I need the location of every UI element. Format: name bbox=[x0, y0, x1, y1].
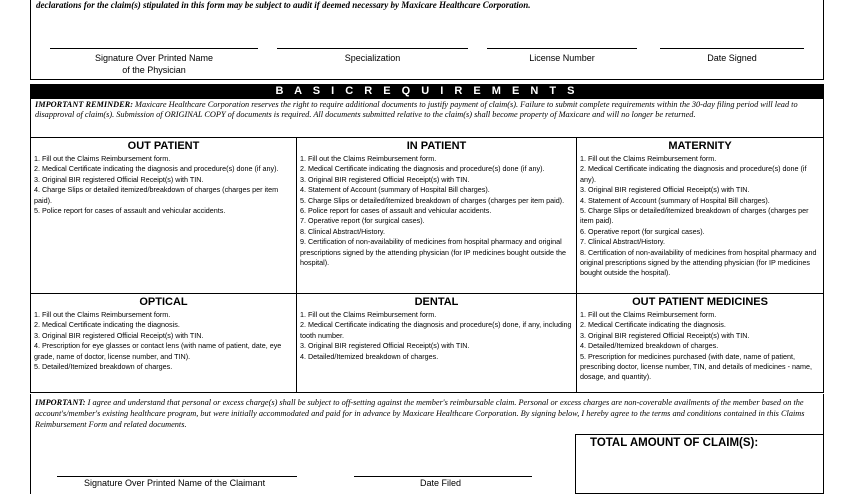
list-item: 2. Medical Certificate indicating the diagnosis. bbox=[580, 320, 726, 330]
license-number-line[interactable] bbox=[487, 48, 637, 49]
maternity-list bbox=[580, 153, 820, 279]
agreement-lead: IMPORTANT: bbox=[35, 398, 86, 407]
list-item: 3. Original BIR registered Official Receipt(s) with TIN. bbox=[34, 330, 204, 340]
optical-title: OPTICAL bbox=[139, 296, 188, 308]
in-patient-title: IN PATIENT bbox=[406, 140, 467, 152]
list-item: 1. Fill out the Claims Reimbursement form. bbox=[580, 310, 717, 319]
physician-signature-label: Signature Over Printed Name of the Physician bbox=[94, 53, 214, 75]
list-item: 4. Detailed/Itemized breakdown of charges. bbox=[580, 341, 719, 351]
list-item: 1. Fill out the Claims Reimbursement form. bbox=[300, 310, 437, 319]
list-item: 3. Original BIR registered Official Receipt(s) with TIN. bbox=[34, 174, 204, 184]
out-patient-medicines-list bbox=[580, 309, 820, 383]
agreement-text: I agree and understand that personal or excess charge(s) shall be subject to off-setting against the member's reimbursable claim. Personal or excess charges are non-coverable availments of the member based on the account's/member's existing healthcare program, but were initially accommodated and paid for in advance by Maxicare Healthcare Corporation. By signing below, I hereby agree to the terms and conditions contained in this Claims Reimbursement Form and related documents. bbox=[35, 398, 805, 429]
list-item: 2. Medical Certificate indicating the diagnosis. bbox=[34, 320, 180, 330]
out-patient-title: OUT PATIENT bbox=[127, 140, 200, 152]
date-filed-label: Date Filed bbox=[420, 478, 462, 488]
list-item: 1. Fill out the Claims Reimbursement form. bbox=[34, 310, 171, 319]
list-item: 4. Detailed/Itemized breakdown of charges. bbox=[300, 351, 439, 361]
list-item: 3. Original BIR registered Official Receipt(s) with TIN. bbox=[580, 330, 750, 340]
list-item: 8. Clinical Abstract/History. bbox=[300, 226, 385, 236]
list-item: 5. Charge Slips or detailed/itemized breakdown of charges (charges per item paid). bbox=[580, 206, 809, 226]
list-item: 5. Prescription for medicines purchased (with date, name of patient, prescribing doctor, license number, TIN, and details of medicines - name, dosage, and quantity). bbox=[580, 351, 812, 382]
list-item: 1. Fill out the Claims Reimbursement form. bbox=[34, 154, 171, 163]
list-item: 2. Medical Certificate indicating the diagnosis and procedure(s) done, if any, including tooth number. bbox=[300, 320, 572, 340]
basic-requirements-header: B A S I C R E Q U I R E M E N T S bbox=[30, 84, 824, 99]
list-item: 8. Certification of non-availability of medicines from hospital pharmacy and original prescriptions signed by the attending physician (for IP medicines bought outside the hospital). bbox=[580, 247, 817, 278]
list-item: 5. Charge Slips or detailed/itemized breakdown of charges (charges per item paid). bbox=[300, 195, 565, 205]
declaration-text: declarations for the claim(s) stipulated in this form may be subject to audit if deemed necessary by Maxicare Healthcare Corporation. bbox=[36, 0, 531, 10]
list-item: 2. Medical Certificate indicating the diagnosis and procedure(s) done (if any). bbox=[300, 164, 545, 174]
optical-list bbox=[34, 309, 293, 372]
list-item: 3. Original BIR registered Official Receipt(s) with TIN. bbox=[300, 341, 470, 351]
in-patient-section bbox=[297, 138, 577, 294]
out-patient-list bbox=[34, 153, 293, 216]
important-reminder bbox=[30, 99, 824, 137]
date-signed-line[interactable] bbox=[660, 48, 804, 49]
list-item: 5. Police report for cases of assault and vehicular accidents. bbox=[34, 206, 226, 216]
list-item: 1. Fill out the Claims Reimbursement form. bbox=[300, 154, 437, 163]
list-item: 3. Original BIR registered Official Receipt(s) with TIN. bbox=[300, 174, 470, 184]
optical-section bbox=[31, 294, 297, 392]
list-item: 1. Fill out the Claims Reimbursement form. bbox=[580, 154, 717, 163]
list-item: 3. Original BIR registered Official Receipt(s) with TIN. bbox=[580, 185, 750, 195]
list-item: 7. Clinical Abstract/History. bbox=[580, 237, 665, 247]
out-patient-section bbox=[31, 138, 297, 294]
date-signed-label: Date Signed bbox=[707, 53, 757, 63]
maternity-title: MATERNITY bbox=[668, 140, 732, 152]
requirements-grid bbox=[30, 137, 824, 393]
total-amount-label: TOTAL AMOUNT OF CLAIM(S): bbox=[590, 437, 759, 449]
list-item: 6. Police report for cases of assault and vehicular accidents. bbox=[300, 206, 492, 216]
important-agreement bbox=[30, 394, 824, 434]
dental-list bbox=[300, 309, 573, 362]
list-item: 6. Operative report (for surgical cases). bbox=[580, 226, 705, 236]
list-item: 5. Detailed/Itemized breakdown of charges. bbox=[34, 362, 173, 372]
specialization-label: Specialization bbox=[344, 53, 401, 63]
list-item: 2. Medical Certificate indicating the diagnosis and procedure(s) done (if any). bbox=[580, 164, 807, 184]
list-item: 2. Medical Certificate indicating the diagnosis and procedure(s) done (if any). bbox=[34, 164, 279, 174]
reminder-text: Maxicare Healthcare Corporation reserves the right to require additional documents to justify payment of claim(s). Failure to submit complete requirements within the 30-day filing period will lead to disapproval of claim(s). Submission of ORIGINAL COPY of documents is required. All documents submitted relative to the claim(s) shall become property of Maxicare and will no longer be returned. bbox=[35, 100, 798, 119]
out-patient-medicines-title: OUT PATIENT MEDICINES bbox=[632, 296, 768, 308]
list-item: 4. Statement of Account (summary of Hospital Bill charges). bbox=[580, 195, 770, 205]
in-patient-list bbox=[300, 153, 573, 268]
out-patient-medicines-section bbox=[577, 294, 823, 392]
dental-section bbox=[297, 294, 577, 392]
specialization-line[interactable] bbox=[277, 48, 468, 49]
list-item: 4. Charge Slips or detailed itemized/breakdown of charges (charges per item paid). bbox=[34, 185, 279, 205]
list-item: 9. Certification of non-availability of medicines from hospital pharmacy and original prescriptions signed by the attending physician (for IP medicines bought outside the hospital). bbox=[300, 237, 566, 268]
list-item: 4. Prescription for eye glasses or contact lens (with name of patient, date, eye grade, name of doctor, license number, and TIN). bbox=[34, 341, 282, 361]
claimant-signature-line[interactable] bbox=[57, 476, 297, 477]
list-item: 7. Operative report (for surgical cases). bbox=[300, 216, 425, 226]
reminder-lead: IMPORTANT REMINDER: bbox=[35, 100, 133, 109]
list-item: 4. Statement of Account (summary of Hospital Bill charges). bbox=[300, 185, 490, 195]
physician-signature-line[interactable] bbox=[50, 48, 258, 49]
license-number-label: License Number bbox=[529, 53, 595, 63]
maternity-section bbox=[577, 138, 823, 294]
claimant-signature-label: Signature Over Printed Name of the Claimant bbox=[84, 478, 266, 488]
date-filed-line[interactable] bbox=[354, 476, 532, 477]
dental-title: DENTAL bbox=[414, 296, 459, 308]
